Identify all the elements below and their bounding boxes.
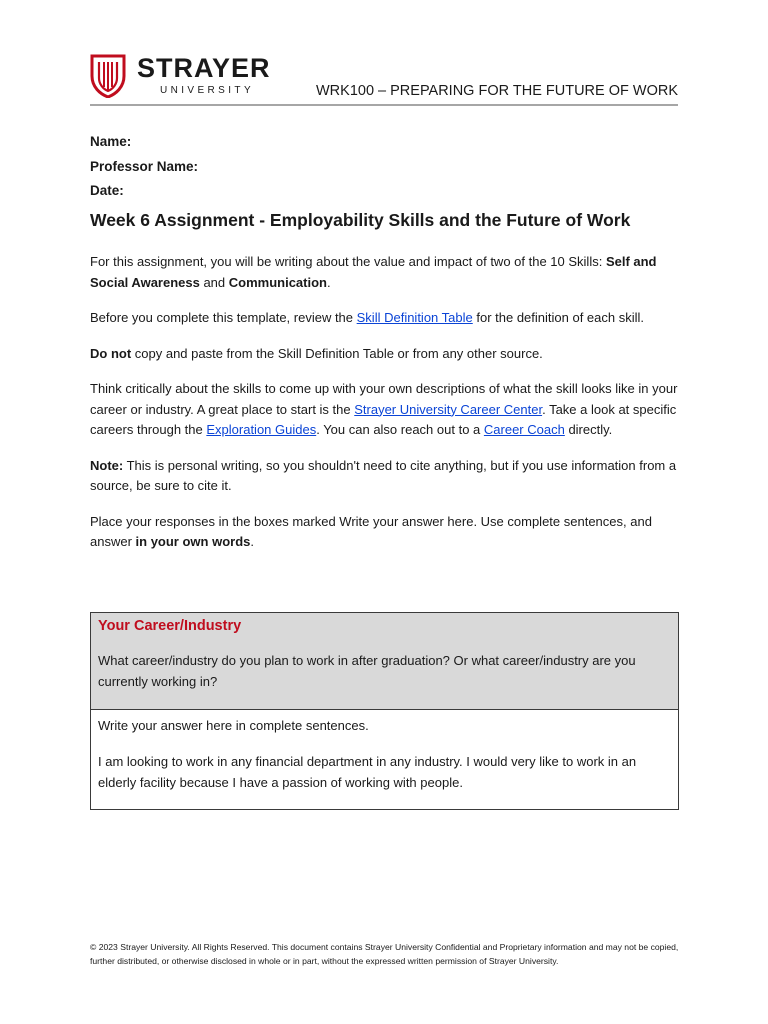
- table-header-cell: [91, 613, 678, 710]
- answer-prompt: Write your answer here in complete sentences.: [98, 718, 369, 733]
- name-field: Name:: [90, 134, 132, 149]
- review-paragraph: Before you complete this template, review the Skill Definition Table for the definition of each skill.: [90, 310, 645, 325]
- career-center-link[interactable]: Strayer University Career Center: [354, 401, 543, 417]
- strayer-logo: [90, 52, 290, 102]
- header-divider: [90, 104, 678, 106]
- professor-name-field: Professor Name:: [90, 158, 199, 174]
- logo-subtitle: UNIVERSITY: [160, 85, 255, 96]
- intro-paragraph: For this assignment, you will be writing about the value and impact of two of the 10 Skills: Self and Social Awareness and Communication.: [90, 254, 657, 290]
- skill-communication: Communication: [228, 274, 327, 290]
- course-title: WRK100 – PREPARING FOR THE FUTURE OF WORK: [315, 83, 678, 99]
- instructions: [90, 252, 682, 568]
- skill-definition-table-link[interactable]: Skill Definition Table: [356, 310, 473, 325]
- career-industry-table: [90, 612, 679, 810]
- do-not-paragraph: Do not copy and paste from the Skill Definition Table or from any other source.: [90, 345, 543, 361]
- section-title: Your Career/Industry: [98, 618, 242, 634]
- career-coach-link[interactable]: Career Coach: [483, 422, 565, 437]
- info-fields: [90, 130, 198, 204]
- strayer-shield-icon: [90, 54, 126, 98]
- page-header: [90, 52, 678, 107]
- exploration-guides-link[interactable]: Exploration Guides: [206, 422, 317, 437]
- date-field: Date:: [90, 183, 124, 198]
- copyright-footer: © 2023 Strayer University. All Rights Reserved. This document contains Strayer University Confidential and Proprietary information and may not be copied, further distributed, or otherwise disclosed in whole or in part, without the expressed written permission of Strayer University.: [90, 942, 679, 966]
- think-paragraph: Think critically about the skills to come up with your own descriptions of what the skill looks like in your career or industry. A great place to start is the Strayer University Career Center. Take a look at specific careers through the Exploration Guides. You can also reach out to a Career Coach directly.: [90, 381, 678, 437]
- section-question: What career/industry do you plan to work in after graduation? Or what career/industry are you currently working in?: [98, 653, 636, 689]
- answer-text: I am looking to work in any financial department in any industry. I would very like to work in an elderly facility because I have a passion of working with people.: [98, 754, 637, 790]
- place-paragraph: Place your responses in the boxes marked Write your answer here. Use complete sentences, and answer in your own words.: [90, 513, 652, 549]
- skill-self-social-awareness: Self and Social Awareness: [90, 254, 657, 290]
- note-paragraph: Note: This is personal writing, so you shouldn't need to cite anything, but if you use information from a source, be sure to cite it.: [90, 457, 677, 493]
- assignment-title: Week 6 Assignment - Employability Skills and the Future of Work: [90, 210, 631, 230]
- logo-wordmark: STRAYER: [137, 53, 271, 83]
